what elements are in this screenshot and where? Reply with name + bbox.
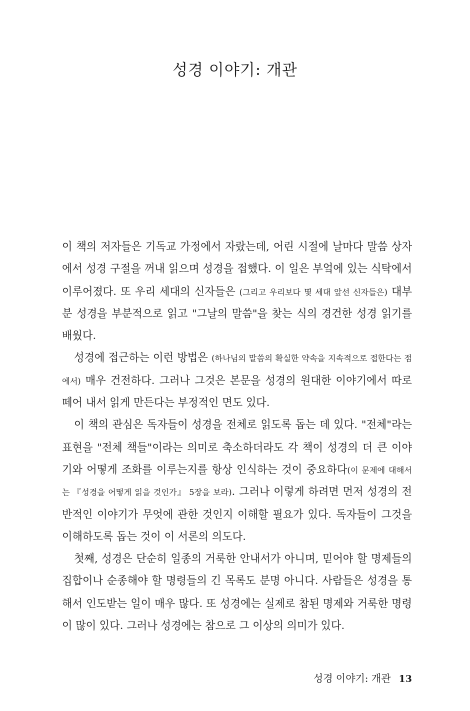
running-title: 성경 이야기: 개관 [313, 674, 391, 685]
chapter-title: 성경 이야기: 개관 [172, 61, 298, 79]
paragraph-text: 대부분 성경을 부분적으로 읽고 "그날의 말씀"을 찾는 식의 경건한 성경 읽기를 배웠다. [62, 285, 412, 343]
page-footer [313, 670, 412, 685]
paragraph-text: 첫째, 성경은 단순히 일종의 거룩한 안내서가 아니며, 믿어야 할 명제들의 집합이나 순종해야 할 명령들의 긴 목록도 분명 아니다. 사람들은 성경을 통해서 인도받는 일이 매우 많다. 또 성경에는 실제로 참된 명제와 거룩한 명령이 많이 있다. 그러나 성경에는 참으로 그 이상의 의미가 있다. [62, 553, 412, 633]
paragraph-text: 성경에 접근하는 이런 방법은 [74, 352, 212, 365]
paragraph [62, 347, 412, 414]
paragraph-text: 이 책의 관심은 독자들이 성경을 전체로 읽도록 돕는 데 있다. "전체"라는 표현을 "전체 책들"이라는 의미로 축소하더라도 각 책이 성경의 더 큰 이야기와 어떻게 조화를 이루는지를 항상 인식하는 것이 중요하다 [62, 419, 412, 476]
parenthetical-note: (하나님의 말씀의 확실한 약속을 지속적으로 접한다는 점에서) [62, 353, 412, 386]
parenthetical-note: (그리고 우리보다 몇 세대 앞선 신자들은) [239, 286, 388, 297]
paragraph-text: 매우 건전하다. 그러나 그것은 본문을 성경의 원대한 이야기에서 따로 떼어 내서 읽게 만든다는 부정적인 면도 있다. [62, 374, 412, 410]
page-number: 13 [398, 674, 412, 685]
paragraph-text: . 그러나 이렇게 하려면 먼저 성경의 전반적인 이야기가 무엇에 관한 것인지 이해할 필요가 있다. 독자들이 그것을 이해하도록 돕는 것이 이 서론의 의도다. [62, 486, 412, 543]
parenthetical-note: (이 문제에 대해서는 『성경을 어떻게 읽을 것인가』 5장을 보라) [62, 464, 412, 498]
paragraph [62, 236, 412, 347]
paragraph-text: 이 책의 저자들은 기독교 가정에서 자랐는데, 어린 시절에 날마다 말씀 상자에서 성경 구절을 꺼내 읽으며 성경을 접했다. 이 일은 부엌에 있는 식탁에서 이루어졌다. 또 우리 세대의 신자들은 [62, 241, 412, 298]
paragraph [62, 414, 412, 548]
paragraph [62, 548, 412, 637]
body-text [62, 236, 412, 637]
